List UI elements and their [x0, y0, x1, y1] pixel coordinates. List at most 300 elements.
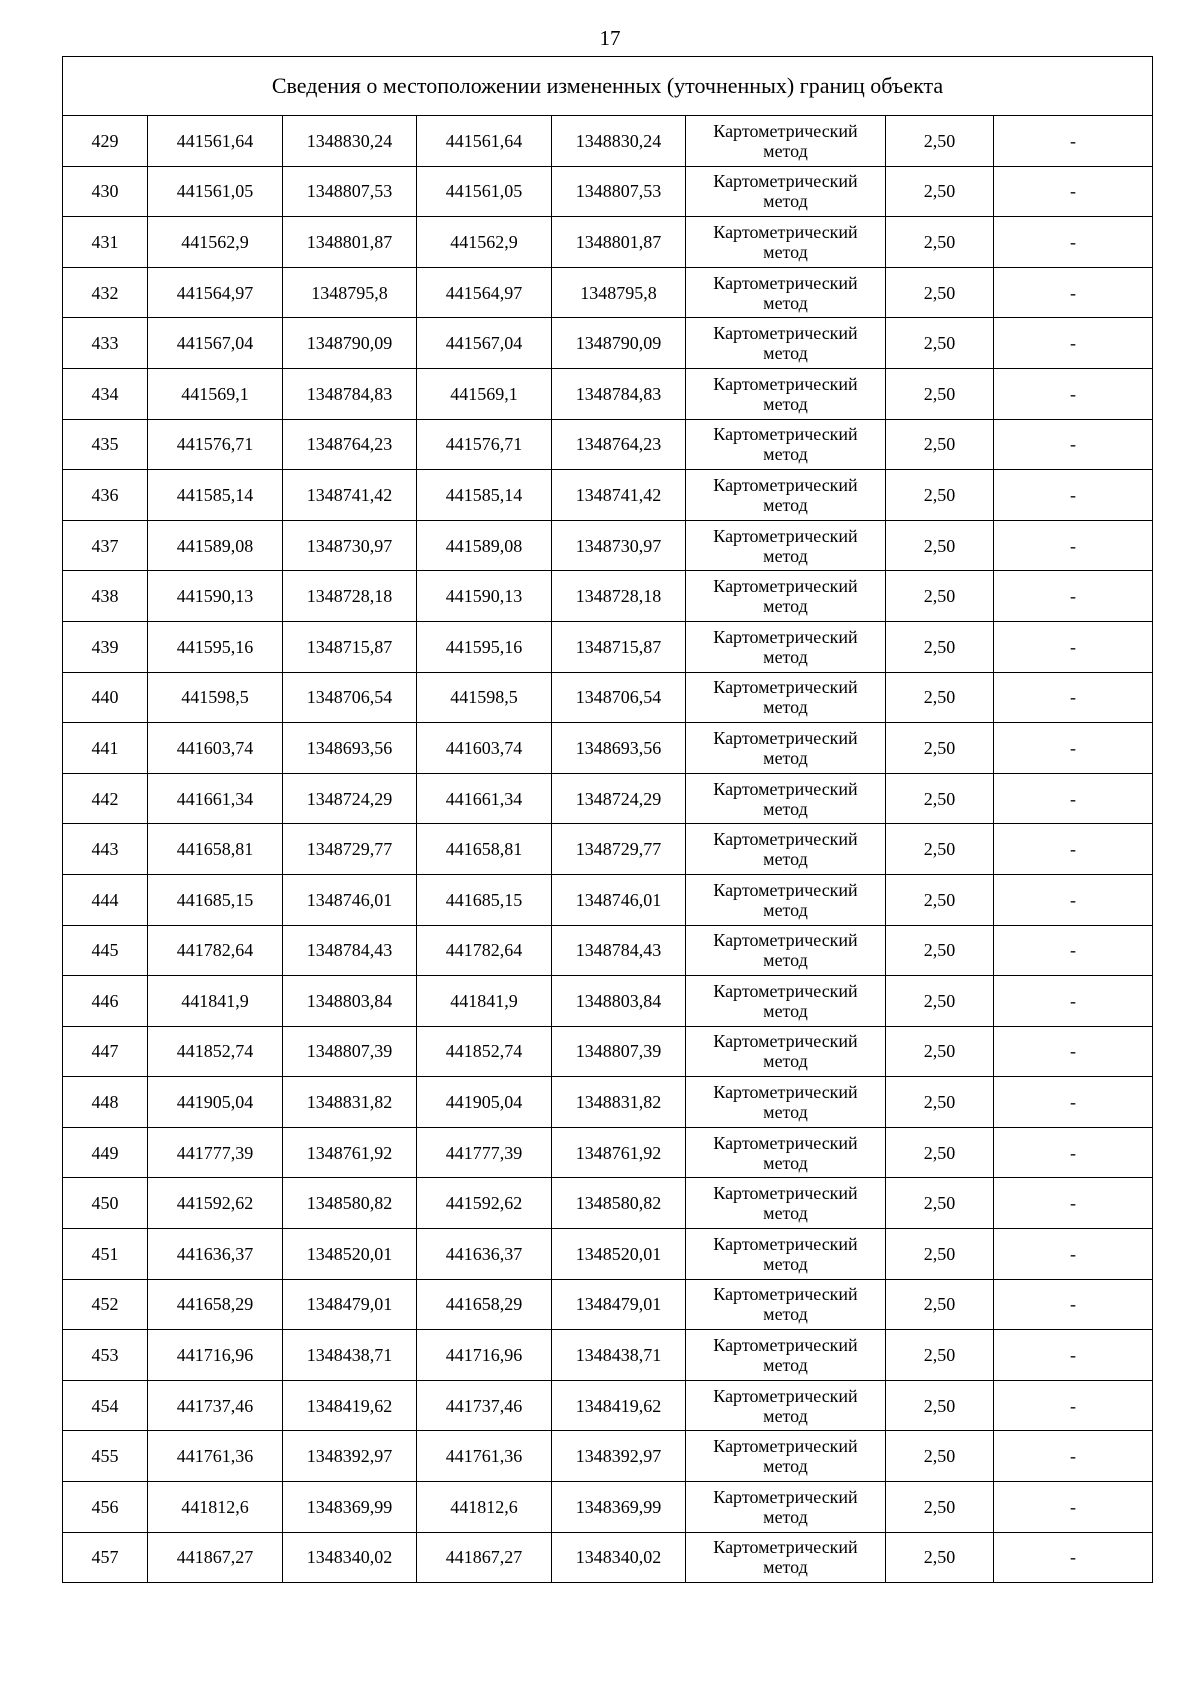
- table-row: [63, 773, 1153, 824]
- description-cell: -: [994, 1431, 1153, 1482]
- existing-x-cell: 441905,04: [148, 1077, 283, 1128]
- method-line-1: Картометрический: [713, 930, 858, 951]
- new-y-cell: 1348340,02: [552, 1532, 686, 1583]
- table-row: [63, 1330, 1153, 1381]
- table-row: [63, 1229, 1153, 1280]
- method-line-1: Картометрический: [713, 1233, 858, 1254]
- table-row: [63, 824, 1153, 875]
- existing-y-cell: 1348795,8: [283, 267, 417, 318]
- table-row: [63, 1127, 1153, 1178]
- new-x-cell: 441589,08: [417, 520, 552, 571]
- accuracy-cell: 2,50: [886, 723, 994, 774]
- description-cell: -: [994, 571, 1153, 622]
- table-row: [63, 1279, 1153, 1330]
- method-cell: [686, 1178, 886, 1229]
- accuracy-cell: 2,50: [886, 1380, 994, 1431]
- table-row: [63, 520, 1153, 571]
- existing-x-cell: 441589,08: [148, 520, 283, 571]
- table-title-row: [63, 57, 1153, 116]
- description-cell: -: [994, 672, 1153, 723]
- description-cell: -: [994, 166, 1153, 217]
- method-line-2: метод: [763, 1152, 808, 1173]
- point-number-cell: 435: [63, 419, 148, 470]
- new-x-cell: 441658,81: [417, 824, 552, 875]
- existing-y-cell: 1348724,29: [283, 773, 417, 824]
- method-line-2: метод: [763, 140, 808, 161]
- point-number-cell: 449: [63, 1127, 148, 1178]
- new-y-cell: 1348831,82: [552, 1077, 686, 1128]
- method-line-2: метод: [763, 747, 808, 768]
- existing-y-cell: 1348764,23: [283, 419, 417, 470]
- new-x-cell: 441777,39: [417, 1127, 552, 1178]
- accuracy-cell: 2,50: [886, 824, 994, 875]
- point-number-cell: 451: [63, 1229, 148, 1280]
- description-cell: -: [994, 773, 1153, 824]
- accuracy-cell: 2,50: [886, 672, 994, 723]
- accuracy-cell: 2,50: [886, 267, 994, 318]
- new-x-cell: 441603,74: [417, 723, 552, 774]
- point-number-cell: 456: [63, 1482, 148, 1533]
- accuracy-cell: 2,50: [886, 368, 994, 419]
- new-y-cell: 1348790,09: [552, 318, 686, 369]
- point-number-cell: 452: [63, 1279, 148, 1330]
- point-number-cell: 455: [63, 1431, 148, 1482]
- method-line-2: метод: [763, 343, 808, 364]
- table-row: [63, 368, 1153, 419]
- new-y-cell: 1348803,84: [552, 976, 686, 1027]
- new-y-cell: 1348479,01: [552, 1279, 686, 1330]
- description-cell: -: [994, 824, 1153, 875]
- table-row: [63, 1532, 1153, 1583]
- new-x-cell: 441852,74: [417, 1026, 552, 1077]
- point-number-cell: 433: [63, 318, 148, 369]
- description-cell: -: [994, 1380, 1153, 1431]
- description-cell: -: [994, 1482, 1153, 1533]
- method-cell: [686, 1431, 886, 1482]
- new-x-cell: 441561,05: [417, 166, 552, 217]
- method-line-2: метод: [763, 1304, 808, 1325]
- accuracy-cell: 2,50: [886, 925, 994, 976]
- new-y-cell: 1348729,77: [552, 824, 686, 875]
- method-cell: [686, 1229, 886, 1280]
- new-y-cell: 1348369,99: [552, 1482, 686, 1533]
- existing-x-cell: 441716,96: [148, 1330, 283, 1381]
- method-cell: [686, 773, 886, 824]
- existing-x-cell: 441658,29: [148, 1279, 283, 1330]
- accuracy-cell: 2,50: [886, 874, 994, 925]
- point-number-cell: 434: [63, 368, 148, 419]
- method-line-2: метод: [763, 1456, 808, 1477]
- description-cell: -: [994, 874, 1153, 925]
- existing-x-cell: 441592,62: [148, 1178, 283, 1229]
- new-y-cell: 1348807,53: [552, 166, 686, 217]
- description-cell: -: [994, 976, 1153, 1027]
- method-cell: [686, 166, 886, 217]
- existing-x-cell: 441595,16: [148, 621, 283, 672]
- table-row: [63, 419, 1153, 470]
- method-cell: [686, 368, 886, 419]
- point-number-cell: 446: [63, 976, 148, 1027]
- description-cell: -: [994, 520, 1153, 571]
- table-row: [63, 1482, 1153, 1533]
- description-cell: -: [994, 1229, 1153, 1280]
- point-number-cell: 441: [63, 723, 148, 774]
- existing-y-cell: 1348831,82: [283, 1077, 417, 1128]
- existing-y-cell: 1348715,87: [283, 621, 417, 672]
- table-row: [63, 166, 1153, 217]
- table-row: [63, 1380, 1153, 1431]
- table-row: [63, 621, 1153, 672]
- new-y-cell: 1348520,01: [552, 1229, 686, 1280]
- new-x-cell: 441592,62: [417, 1178, 552, 1229]
- method-line-1: Картометрический: [713, 1132, 858, 1153]
- method-line-2: метод: [763, 1051, 808, 1072]
- existing-y-cell: 1348741,42: [283, 470, 417, 521]
- method-line-1: Картометрический: [713, 323, 858, 344]
- new-x-cell: 441569,1: [417, 368, 552, 419]
- new-x-cell: 441595,16: [417, 621, 552, 672]
- existing-y-cell: 1348790,09: [283, 318, 417, 369]
- method-line-1: Картометрический: [713, 1031, 858, 1052]
- method-line-1: Картометрический: [713, 1385, 858, 1406]
- description-cell: -: [994, 116, 1153, 167]
- existing-y-cell: 1348706,54: [283, 672, 417, 723]
- existing-y-cell: 1348693,56: [283, 723, 417, 774]
- existing-y-cell: 1348419,62: [283, 1380, 417, 1431]
- accuracy-cell: 2,50: [886, 1482, 994, 1533]
- page-number: 17: [599, 26, 621, 50]
- existing-x-cell: 441661,34: [148, 773, 283, 824]
- method-line-1: Картометрический: [713, 778, 858, 799]
- method-line-1: Картометрический: [713, 221, 858, 242]
- new-y-cell: 1348807,39: [552, 1026, 686, 1077]
- new-x-cell: 441905,04: [417, 1077, 552, 1128]
- point-number-cell: 444: [63, 874, 148, 925]
- table-row: [63, 1077, 1153, 1128]
- point-number-cell: 443: [63, 824, 148, 875]
- point-number-cell: 431: [63, 217, 148, 268]
- method-cell: [686, 1026, 886, 1077]
- accuracy-cell: 2,50: [886, 976, 994, 1027]
- description-cell: -: [994, 621, 1153, 672]
- accuracy-cell: 2,50: [886, 1330, 994, 1381]
- method-cell: [686, 824, 886, 875]
- method-cell: [686, 116, 886, 167]
- new-x-cell: 441585,14: [417, 470, 552, 521]
- table-row: [63, 267, 1153, 318]
- new-y-cell: 1348724,29: [552, 773, 686, 824]
- existing-x-cell: 441841,9: [148, 976, 283, 1027]
- method-line-1: Картометрический: [713, 171, 858, 192]
- existing-x-cell: 441867,27: [148, 1532, 283, 1583]
- table-body: [63, 57, 1153, 1583]
- accuracy-cell: 2,50: [886, 1178, 994, 1229]
- method-cell: [686, 419, 886, 470]
- table-row: [63, 1178, 1153, 1229]
- method-line-2: метод: [763, 1557, 808, 1578]
- method-line-1: Картометрический: [713, 829, 858, 850]
- accuracy-cell: 2,50: [886, 318, 994, 369]
- existing-y-cell: 1348801,87: [283, 217, 417, 268]
- existing-x-cell: 441636,37: [148, 1229, 283, 1280]
- method-cell: [686, 1127, 886, 1178]
- method-line-1: Картометрический: [713, 1537, 858, 1558]
- table-row: [63, 1026, 1153, 1077]
- point-number-cell: 447: [63, 1026, 148, 1077]
- new-y-cell: 1348784,83: [552, 368, 686, 419]
- accuracy-cell: 2,50: [886, 1229, 994, 1280]
- accuracy-cell: 2,50: [886, 1431, 994, 1482]
- method-cell: [686, 874, 886, 925]
- new-y-cell: 1348438,71: [552, 1330, 686, 1381]
- existing-y-cell: 1348784,43: [283, 925, 417, 976]
- description-cell: -: [994, 368, 1153, 419]
- method-line-1: Картометрический: [713, 120, 858, 141]
- accuracy-cell: 2,50: [886, 1077, 994, 1128]
- table-title: Сведения о местоположении измененных (уточненных) границ объекта: [63, 57, 1153, 116]
- existing-x-cell: 441852,74: [148, 1026, 283, 1077]
- existing-x-cell: 441590,13: [148, 571, 283, 622]
- method-line-2: метод: [763, 596, 808, 617]
- new-x-cell: 441661,34: [417, 773, 552, 824]
- method-line-2: метод: [763, 899, 808, 920]
- point-number-cell: 430: [63, 166, 148, 217]
- accuracy-cell: 2,50: [886, 419, 994, 470]
- description-cell: -: [994, 1077, 1153, 1128]
- point-number-cell: 453: [63, 1330, 148, 1381]
- existing-y-cell: 1348729,77: [283, 824, 417, 875]
- method-cell: [686, 1330, 886, 1381]
- method-line-2: метод: [763, 393, 808, 414]
- new-x-cell: 441564,97: [417, 267, 552, 318]
- point-number-cell: 432: [63, 267, 148, 318]
- existing-y-cell: 1348392,97: [283, 1431, 417, 1482]
- description-cell: -: [994, 925, 1153, 976]
- method-line-2: метод: [763, 494, 808, 515]
- new-x-cell: 441567,04: [417, 318, 552, 369]
- new-y-cell: 1348715,87: [552, 621, 686, 672]
- existing-x-cell: 441598,5: [148, 672, 283, 723]
- method-line-2: метод: [763, 646, 808, 667]
- method-line-2: метод: [763, 1203, 808, 1224]
- new-x-cell: 441782,64: [417, 925, 552, 976]
- method-line-2: метод: [763, 1000, 808, 1021]
- new-y-cell: 1348746,01: [552, 874, 686, 925]
- table-row: [63, 925, 1153, 976]
- method-line-2: метод: [763, 191, 808, 212]
- new-x-cell: 441590,13: [417, 571, 552, 622]
- method-cell: [686, 1279, 886, 1330]
- method-line-2: метод: [763, 1102, 808, 1123]
- method-line-1: Картометрический: [713, 1284, 858, 1305]
- new-x-cell: 441737,46: [417, 1380, 552, 1431]
- accuracy-cell: 2,50: [886, 1279, 994, 1330]
- new-y-cell: 1348419,62: [552, 1380, 686, 1431]
- table-row: [63, 1431, 1153, 1482]
- table-row: [63, 672, 1153, 723]
- existing-y-cell: 1348728,18: [283, 571, 417, 622]
- table-row: [63, 723, 1153, 774]
- method-cell: [686, 621, 886, 672]
- method-line-2: метод: [763, 1355, 808, 1376]
- table-row: [63, 318, 1153, 369]
- existing-x-cell: 441658,81: [148, 824, 283, 875]
- existing-y-cell: 1348438,71: [283, 1330, 417, 1381]
- new-x-cell: 441685,15: [417, 874, 552, 925]
- accuracy-cell: 2,50: [886, 520, 994, 571]
- point-number-cell: 445: [63, 925, 148, 976]
- method-cell: [686, 520, 886, 571]
- new-y-cell: 1348784,43: [552, 925, 686, 976]
- method-line-2: метод: [763, 950, 808, 971]
- description-cell: -: [994, 217, 1153, 268]
- new-y-cell: 1348706,54: [552, 672, 686, 723]
- accuracy-cell: 2,50: [886, 116, 994, 167]
- new-y-cell: 1348761,92: [552, 1127, 686, 1178]
- new-y-cell: 1348795,8: [552, 267, 686, 318]
- method-cell: [686, 672, 886, 723]
- point-number-cell: 442: [63, 773, 148, 824]
- method-line-1: Картометрический: [713, 1486, 858, 1507]
- new-y-cell: 1348580,82: [552, 1178, 686, 1229]
- existing-x-cell: 441782,64: [148, 925, 283, 976]
- existing-y-cell: 1348520,01: [283, 1229, 417, 1280]
- new-x-cell: 441761,36: [417, 1431, 552, 1482]
- existing-y-cell: 1348807,39: [283, 1026, 417, 1077]
- existing-x-cell: 441685,15: [148, 874, 283, 925]
- point-number-cell: 448: [63, 1077, 148, 1128]
- existing-y-cell: 1348803,84: [283, 976, 417, 1027]
- description-cell: -: [994, 470, 1153, 521]
- existing-y-cell: 1348746,01: [283, 874, 417, 925]
- method-line-1: Картометрический: [713, 424, 858, 445]
- table-row: [63, 116, 1153, 167]
- accuracy-cell: 2,50: [886, 571, 994, 622]
- method-cell: [686, 976, 886, 1027]
- description-cell: -: [994, 1127, 1153, 1178]
- method-line-2: метод: [763, 1506, 808, 1527]
- existing-y-cell: 1348830,24: [283, 116, 417, 167]
- existing-y-cell: 1348580,82: [283, 1178, 417, 1229]
- method-line-2: метод: [763, 1405, 808, 1426]
- accuracy-cell: 2,50: [886, 1127, 994, 1178]
- existing-y-cell: 1348761,92: [283, 1127, 417, 1178]
- new-x-cell: 441636,37: [417, 1229, 552, 1280]
- existing-y-cell: 1348784,83: [283, 368, 417, 419]
- existing-x-cell: 441569,1: [148, 368, 283, 419]
- method-line-2: метод: [763, 798, 808, 819]
- method-cell: [686, 723, 886, 774]
- method-line-2: метод: [763, 241, 808, 262]
- new-x-cell: 441867,27: [417, 1532, 552, 1583]
- point-number-cell: 438: [63, 571, 148, 622]
- method-line-1: Картометрический: [713, 1335, 858, 1356]
- description-cell: -: [994, 1532, 1153, 1583]
- table-row: [63, 217, 1153, 268]
- method-line-2: метод: [763, 292, 808, 313]
- method-cell: [686, 267, 886, 318]
- method-cell: [686, 318, 886, 369]
- existing-y-cell: 1348340,02: [283, 1532, 417, 1583]
- description-cell: -: [994, 723, 1153, 774]
- method-line-1: Картометрический: [713, 474, 858, 495]
- existing-x-cell: 441567,04: [148, 318, 283, 369]
- method-cell: [686, 470, 886, 521]
- new-x-cell: 441576,71: [417, 419, 552, 470]
- table-row: [63, 470, 1153, 521]
- new-y-cell: 1348693,56: [552, 723, 686, 774]
- new-y-cell: 1348728,18: [552, 571, 686, 622]
- method-line-1: Картометрический: [713, 879, 858, 900]
- existing-y-cell: 1348730,97: [283, 520, 417, 571]
- method-line-1: Картометрический: [713, 677, 858, 698]
- method-line-1: Картометрический: [713, 525, 858, 546]
- method-line-1: Картометрический: [713, 626, 858, 647]
- description-cell: -: [994, 1178, 1153, 1229]
- existing-x-cell: 441562,9: [148, 217, 283, 268]
- table-row: [63, 571, 1153, 622]
- new-x-cell: 441561,64: [417, 116, 552, 167]
- method-line-1: Картометрический: [713, 727, 858, 748]
- description-cell: -: [994, 1279, 1153, 1330]
- method-line-1: Картометрический: [713, 272, 858, 293]
- method-line-2: метод: [763, 545, 808, 566]
- existing-x-cell: 441564,97: [148, 267, 283, 318]
- method-line-1: Картометрический: [713, 980, 858, 1001]
- existing-x-cell: 441561,64: [148, 116, 283, 167]
- existing-x-cell: 441737,46: [148, 1380, 283, 1431]
- new-y-cell: 1348830,24: [552, 116, 686, 167]
- point-number-cell: 439: [63, 621, 148, 672]
- new-x-cell: 441716,96: [417, 1330, 552, 1381]
- existing-x-cell: 441561,05: [148, 166, 283, 217]
- method-cell: [686, 1482, 886, 1533]
- method-line-2: метод: [763, 444, 808, 465]
- point-number-cell: 454: [63, 1380, 148, 1431]
- method-cell: [686, 571, 886, 622]
- existing-x-cell: 441812,6: [148, 1482, 283, 1533]
- accuracy-cell: 2,50: [886, 166, 994, 217]
- method-cell: [686, 1077, 886, 1128]
- existing-x-cell: 441576,71: [148, 419, 283, 470]
- accuracy-cell: 2,50: [886, 217, 994, 268]
- new-x-cell: 441812,6: [417, 1482, 552, 1533]
- existing-y-cell: 1348807,53: [283, 166, 417, 217]
- accuracy-cell: 2,50: [886, 1026, 994, 1077]
- point-number-cell: 450: [63, 1178, 148, 1229]
- existing-x-cell: 441603,74: [148, 723, 283, 774]
- method-cell: [686, 1532, 886, 1583]
- existing-y-cell: 1348369,99: [283, 1482, 417, 1533]
- method-line-1: Картометрический: [713, 576, 858, 597]
- description-cell: -: [994, 318, 1153, 369]
- description-cell: -: [994, 267, 1153, 318]
- table-row: [63, 976, 1153, 1027]
- method-cell: [686, 925, 886, 976]
- new-y-cell: 1348392,97: [552, 1431, 686, 1482]
- new-x-cell: 441562,9: [417, 217, 552, 268]
- boundary-coordinates-table: [62, 56, 1153, 1583]
- point-number-cell: 436: [63, 470, 148, 521]
- method-line-1: Картометрический: [713, 1183, 858, 1204]
- description-cell: -: [994, 419, 1153, 470]
- method-line-1: Картометрический: [713, 1436, 858, 1457]
- description-cell: -: [994, 1330, 1153, 1381]
- method-cell: [686, 1380, 886, 1431]
- method-line-2: метод: [763, 1253, 808, 1274]
- accuracy-cell: 2,50: [886, 1532, 994, 1583]
- new-x-cell: 441658,29: [417, 1279, 552, 1330]
